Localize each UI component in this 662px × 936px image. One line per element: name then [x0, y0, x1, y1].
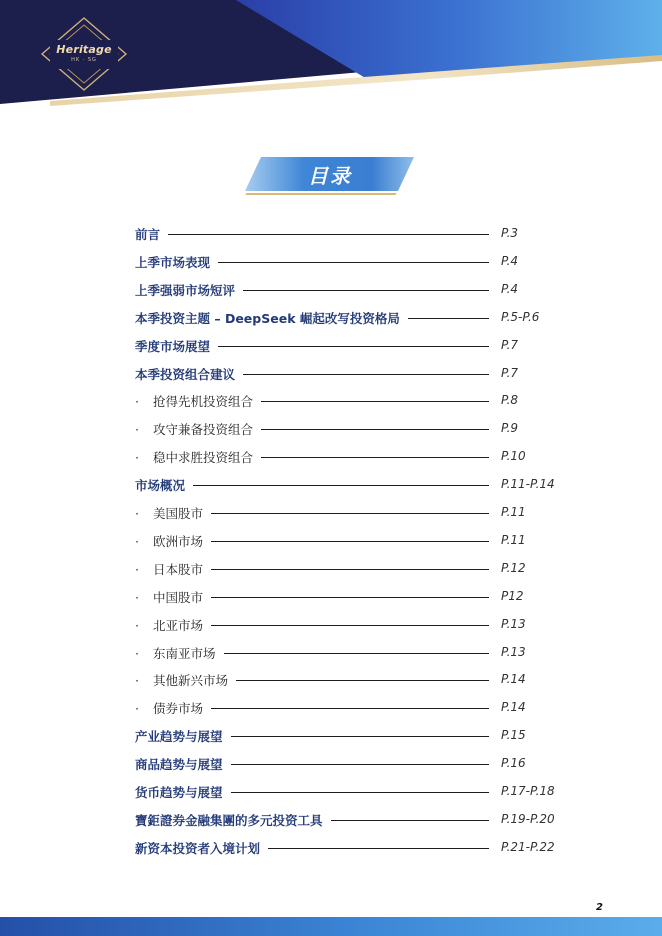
toc-entry[interactable]: [135, 723, 555, 749]
toc-entry-label: [135, 839, 268, 857]
bullet-icon: ·: [135, 673, 139, 689]
toc-entry[interactable]: [135, 835, 555, 861]
toc-entry-label: [135, 504, 211, 522]
toc-entry-page: P.4: [501, 281, 519, 296]
toc-entry-page: P.3: [501, 226, 519, 240]
toc-entry-text: 攻守兼备投资组合: [153, 422, 254, 438]
toc-entry[interactable]: [135, 695, 555, 721]
toc-entry-label: [135, 616, 211, 634]
toc-entry-page: P.10: [501, 449, 526, 464]
bullet-icon: ·: [135, 589, 139, 605]
toc-entry[interactable]: [135, 667, 555, 693]
toc-entry-text: 债券市场: [153, 701, 204, 717]
toc-entry[interactable]: [135, 751, 555, 777]
toc-entry[interactable]: [135, 807, 555, 833]
bullet-icon: ·: [135, 645, 139, 661]
toc-entry-text: 上季强弱市场短评: [135, 282, 236, 298]
toc-entry[interactable]: [135, 221, 555, 247]
toc-entry-text: 北亚市场: [153, 617, 204, 633]
toc-entry-text: 寶鉅證券金融集團的多元投资工具: [135, 812, 323, 828]
toc-entry-page: P.7: [501, 337, 519, 352]
toc-entry-page: P.19-P.20: [501, 811, 555, 826]
toc-entry[interactable]: [135, 556, 555, 582]
bullet-icon: ·: [135, 506, 139, 521]
toc-entry[interactable]: [135, 528, 555, 554]
toc-entry-text: 日本股市: [153, 561, 204, 577]
toc-entry[interactable]: [135, 333, 555, 359]
toc-entry-page: P12: [501, 588, 524, 603]
toc-entry-page: P.11-P.14: [501, 477, 555, 492]
toc-entry-text: 新资本投资者入境计划: [135, 840, 261, 856]
toc-entry-page: P.14: [501, 672, 526, 687]
toc-entry-page: P.15: [501, 728, 526, 743]
toc-entry-page: P.16: [501, 756, 526, 771]
toc-entry-page: P.14: [501, 700, 526, 715]
toc-entry-text: 东南亚市场: [153, 645, 216, 661]
toc-entry-text: 季度市场展望: [135, 338, 211, 354]
toc-entry-page: P.13: [501, 644, 526, 659]
bullet-icon: ·: [135, 422, 139, 438]
toc-entry-text: 本季投资主题 – DeepSeek 崛起改写投资格局: [135, 310, 400, 326]
toc-entry-text: 中国股市: [153, 589, 204, 605]
bullet-icon: ·: [135, 617, 139, 633]
toc-entry[interactable]: [135, 416, 555, 442]
toc-entry-label: [135, 420, 261, 438]
toc-entry-page: P.11: [501, 505, 526, 519]
toc-entry-label: [135, 588, 211, 606]
toc-entry-text: 美国股市: [153, 506, 204, 521]
toc-entry-label: [135, 448, 261, 466]
toc-entry-page: P.7: [501, 365, 519, 380]
toc-entry-label: [135, 281, 243, 299]
toc-entry-label: [135, 532, 211, 550]
heritage-logo: [38, 16, 130, 92]
toc-leader-line: [135, 234, 489, 235]
toc-entry-page: P.5-P.6: [501, 309, 540, 324]
toc-entry-label: [135, 309, 408, 327]
footer-band: [0, 917, 662, 936]
toc-entry[interactable]: [135, 277, 555, 303]
toc-entry-text: 欧洲市场: [153, 533, 204, 549]
toc-entry-text: 上季市场表现: [135, 254, 211, 270]
toc-entry[interactable]: [135, 584, 555, 610]
toc-entry-label: [135, 811, 331, 829]
toc-entry-label: [135, 783, 231, 801]
toc-entry-label: [135, 337, 218, 355]
toc-entry-page: P.4: [501, 253, 519, 268]
toc-entry-label: [135, 225, 168, 243]
toc-entry-label: [135, 644, 224, 662]
toc-entry[interactable]: [135, 249, 555, 275]
logo-subtitle: HK · SG: [71, 57, 97, 63]
toc-entry-text: 货币趋势与展望: [135, 785, 223, 800]
toc-entry[interactable]: [135, 640, 555, 666]
toc-entry-label: [135, 699, 211, 717]
toc-entry-page: P.17-P.18: [501, 784, 555, 798]
toc-entry-label: [135, 365, 243, 383]
bullet-icon: ·: [135, 701, 139, 717]
toc-entry-label: [135, 253, 218, 271]
toc-entry[interactable]: [135, 388, 555, 414]
toc-entry-label: [135, 560, 211, 578]
toc-entry-label: [135, 755, 231, 773]
toc-entry-text: 市场概况: [135, 478, 186, 494]
toc-entry-text: 本季投资组合建议: [135, 366, 236, 382]
toc-entry-text: 其他新兴市场: [153, 673, 229, 689]
toc-entry-page: P.8: [501, 393, 519, 408]
toc-entry-page: P.13: [501, 616, 526, 631]
toc-entry[interactable]: [135, 779, 555, 805]
toc-entry-label: [135, 476, 193, 494]
bullet-icon: ·: [135, 450, 139, 466]
toc-entry-text: 稳中求胜投资组合: [153, 450, 254, 466]
toc-entry[interactable]: [135, 444, 555, 470]
toc-entry[interactable]: [135, 305, 555, 331]
toc-entry-label: [135, 671, 236, 689]
toc-entry-text: 前言: [135, 227, 161, 242]
toc-entry-page: P.11: [501, 532, 526, 547]
toc-entry-page: P.9: [501, 421, 519, 436]
toc-entry-text: 抢得先机投资组合: [153, 394, 254, 410]
toc-entry-text: 商品趋势与展望: [135, 757, 223, 773]
toc-entry[interactable]: [135, 472, 555, 498]
page-number: 2: [596, 902, 603, 913]
page-title: 目录: [308, 164, 352, 188]
toc-entry-page: P.12: [501, 560, 526, 575]
toc-entry-label: [135, 727, 231, 745]
bullet-icon: ·: [135, 394, 139, 410]
bullet-icon: ·: [135, 533, 139, 549]
toc-entry[interactable]: [135, 612, 555, 638]
logo-wordmark: Heritage: [56, 43, 112, 56]
toc-entry[interactable]: [135, 500, 555, 526]
toc-entry-text: 产业趋势与展望: [135, 729, 223, 745]
bullet-icon: ·: [135, 561, 139, 577]
toc-entry-page: P.21-P.22: [501, 839, 555, 854]
toc-entry-label: [135, 392, 261, 410]
toc-entry[interactable]: [135, 361, 555, 387]
